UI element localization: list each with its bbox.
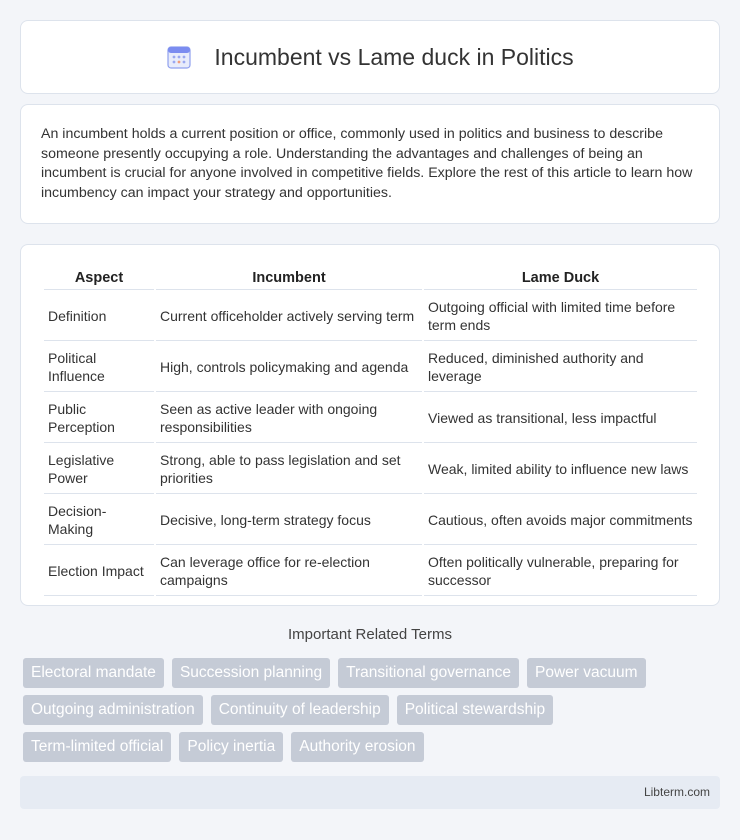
tag-political-stewardship[interactable]: Political stewardship: [397, 695, 553, 725]
table-row: [44, 445, 697, 494]
table-row: [44, 394, 697, 443]
table-cell: Seen as active leader with ongoing responsibilities: [156, 394, 422, 443]
table-row: [44, 496, 697, 545]
comparison-table: [42, 265, 699, 598]
related-terms-list: [23, 658, 723, 769]
tag-succession-planning[interactable]: Succession planning: [172, 658, 330, 688]
tag-power-vacuum[interactable]: Power vacuum: [527, 658, 646, 688]
table-row: [44, 292, 697, 341]
column-header-incumbent: Incumbent: [156, 267, 422, 290]
table-row: [44, 547, 697, 596]
tag-electoral-mandate[interactable]: Electoral mandate: [23, 658, 164, 688]
table-cell: Often politically vulnerable, preparing for successor: [424, 547, 697, 596]
table-cell: Election Impact: [44, 547, 154, 596]
table-cell: Public Perception: [44, 394, 154, 443]
table-cell: Legislative Power: [44, 445, 154, 494]
tag-row: [23, 658, 723, 688]
tag-authority-erosion[interactable]: Authority erosion: [291, 732, 423, 762]
intro-text: An incumbent holds a current position or office, commonly used in politics and business to describe someone presently occupying a role. Understanding the advantages and challenges of being an incumbent is crucial for anyone involved in competitive fields. Explore the rest of this article to learn how incumbency can impact your strategy and opportunities.: [41, 126, 693, 201]
table-cell: Outgoing official with limited time before term ends: [424, 292, 697, 341]
comparison-table-card: [20, 244, 720, 606]
page-title: Incumbent vs Lame duck in Politics: [214, 43, 574, 70]
column-header-lame-duck: Lame Duck: [424, 267, 697, 290]
header-card: [20, 20, 720, 94]
related-terms-title: Important Related Terms: [288, 626, 452, 643]
tag-row: [23, 732, 723, 762]
tag-transitional-governance[interactable]: Transitional governance: [338, 658, 519, 688]
table-cell: Strong, able to pass legislation and set priorities: [156, 445, 422, 494]
table-cell: Current officeholder actively serving term: [156, 292, 422, 341]
calendar-icon: [166, 44, 192, 70]
footer-site-link[interactable]: Libterm.com: [643, 785, 710, 799]
table-cell: Can leverage office for re-election campaigns: [156, 547, 422, 596]
table-cell: Decision-Making: [44, 496, 154, 545]
table-cell: Definition: [44, 292, 154, 341]
table-cell: Reduced, diminished authority and leverage: [424, 343, 697, 392]
tag-outgoing-administration[interactable]: Outgoing administration: [23, 695, 203, 725]
table-cell: Weak, limited ability to influence new laws: [424, 445, 697, 494]
table-cell: Viewed as transitional, less impactful: [424, 394, 697, 443]
table-cell: High, controls policymaking and agenda: [156, 343, 422, 392]
intro-card: [20, 104, 720, 224]
tag-row: [23, 695, 723, 725]
table-cell: Political Influence: [44, 343, 154, 392]
tag-continuity-of-leadership[interactable]: Continuity of leadership: [211, 695, 389, 725]
column-header-aspect: Aspect: [44, 267, 154, 290]
table-cell: Cautious, often avoids major commitments: [424, 496, 697, 545]
table-cell: Decisive, long-term strategy focus: [156, 496, 422, 545]
footer: [20, 776, 720, 809]
tag-term-limited-official[interactable]: Term-limited official: [23, 732, 171, 762]
table-row: [44, 343, 697, 392]
tag-policy-inertia[interactable]: Policy inertia: [179, 732, 283, 762]
